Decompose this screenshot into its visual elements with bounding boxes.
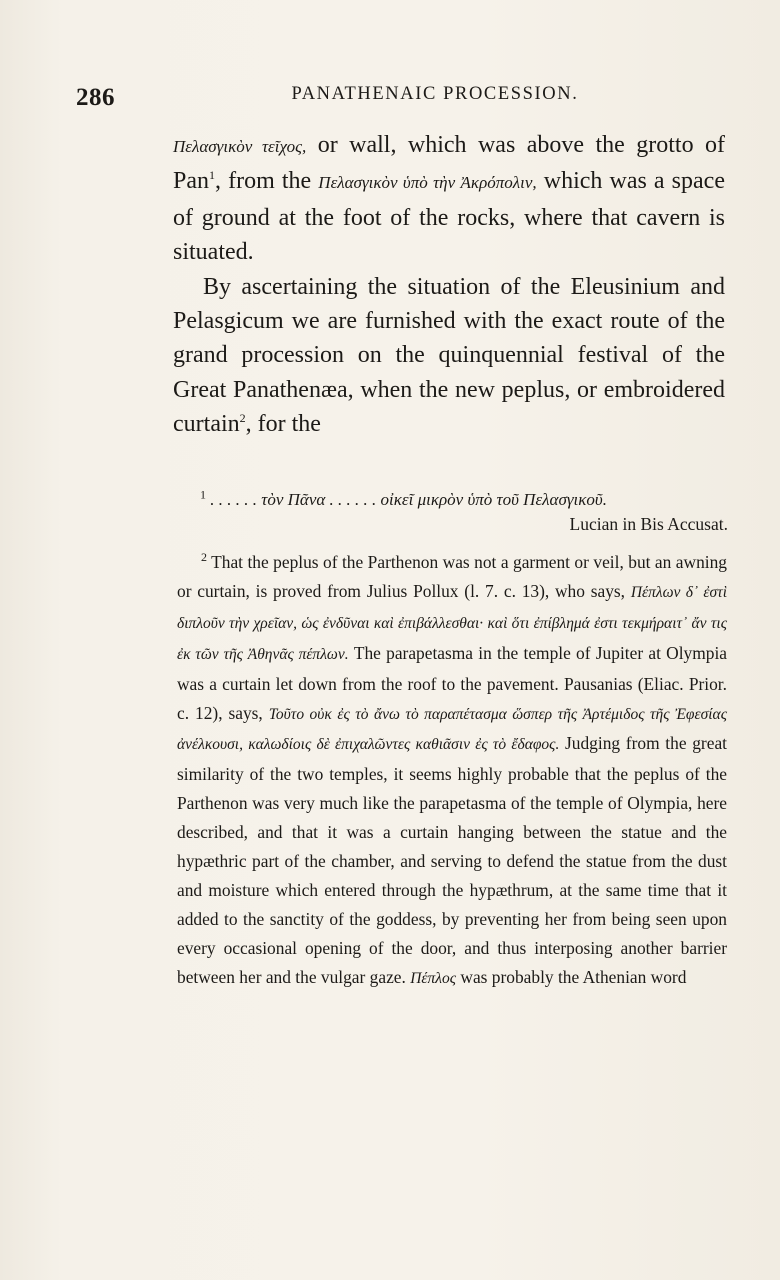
- text-run: was probably the Athenian word: [456, 966, 687, 987]
- main-text: [173, 128, 725, 442]
- page-number: 286: [76, 84, 115, 111]
- text-run: which was a space of ground at the foot of the rocks, where that cavern is situated.: [173, 168, 725, 266]
- text-run: , from the: [215, 168, 319, 195]
- footnote-marker: 1: [200, 487, 206, 502]
- text-run: , for the: [245, 411, 321, 438]
- paragraph-2: [173, 270, 725, 442]
- footnote-1: [200, 487, 730, 513]
- text-run: By ascertaining the situation of the Eleusinium and Pelasgicum we are furnished with the exact route of the grand procession on the quinquennial festival of the Great Panathenæa, when the new peplus, or embroidered curtain: [173, 273, 725, 438]
- greek-word: Πέπλος: [410, 969, 457, 987]
- greek-quote: Τοῦτο οὐκ ἐς τὸ ἄνω τὸ παραπέτασμα ὥσπερ τῆς Ἀρτέμιδος τῆς Ἐφεσίας ἀνέλκουσι, καλωδίοις δὲ ἐπιχαλῶντες καθιᾶσιν ἐς τὸ ἔδαφος.: [177, 705, 727, 754]
- running-title: PANATHENAIC PROCESSION.: [291, 84, 579, 104]
- paragraph-1: [173, 128, 725, 270]
- footnote-ref: 1: [209, 168, 215, 183]
- footnote-marker: 2: [201, 550, 207, 565]
- greek-phrase: Πελασγικὸν ὑπὸ τὴν Ἀκρόπολιν,: [318, 173, 537, 193]
- footnote-greek-quote: . . . . . . τὸν Πᾶνα . . . . . . οἰκεῖ μικρὸν ὑπὸ τοῦ Πελασγικοῦ.: [206, 490, 607, 509]
- footnote-2-paragraph: [177, 548, 727, 994]
- footnote-2: [177, 548, 727, 994]
- footnote-ref: 2: [239, 411, 246, 426]
- text-run: Judging from the great similarity of the two temples, it seems highly probable that the peplus of the Parthenon was very much like the parapetasma of the temple of Olympia, here described, and that it was a curtain hanging between the statue and the hypæthric part of the chamber, and serving to defend the statue from the dust and moisture which entered through the hypæthrum, at the same time that it added to the sanctity of the goddess, by preventing her from being seen upon every occasional opening of the door, and thus interposing another barrier between her and the vulgar gaze.: [177, 733, 727, 987]
- text-run: or wall, which was above the grotto of Pan: [173, 132, 725, 195]
- greek-quote: Πέπλων δ᾽ ἐστὶ διπλοῦν τὴν χρεῖαν, ὡς ἐνδῦναι καὶ ἐπιβάλλεσθαι· καὶ ὅτι ἐπίβλημά ἐστι τεκμήραιτ᾽ ἄν τις ἐκ τῶν τῆς Ἀθηνᾶς πέπλων.: [177, 583, 728, 663]
- greek-phrase: Πελασγικὸν τεῖχος,: [173, 137, 307, 156]
- text-run: The parapetasma in the temple of Jupiter at Olympia was a curtain let down from the roof to the pavement. Pausanias (Eliac. Prior. c. 12), says,: [177, 642, 727, 723]
- footnote-1-citation: Lucian in Bis Accusat.: [569, 514, 728, 534]
- text-run: That the peplus of the Parthenon was not a garment or veil, but an awning or curtain, is proved from Julius Pollux (l. 7. c. 13), who says,: [177, 552, 727, 601]
